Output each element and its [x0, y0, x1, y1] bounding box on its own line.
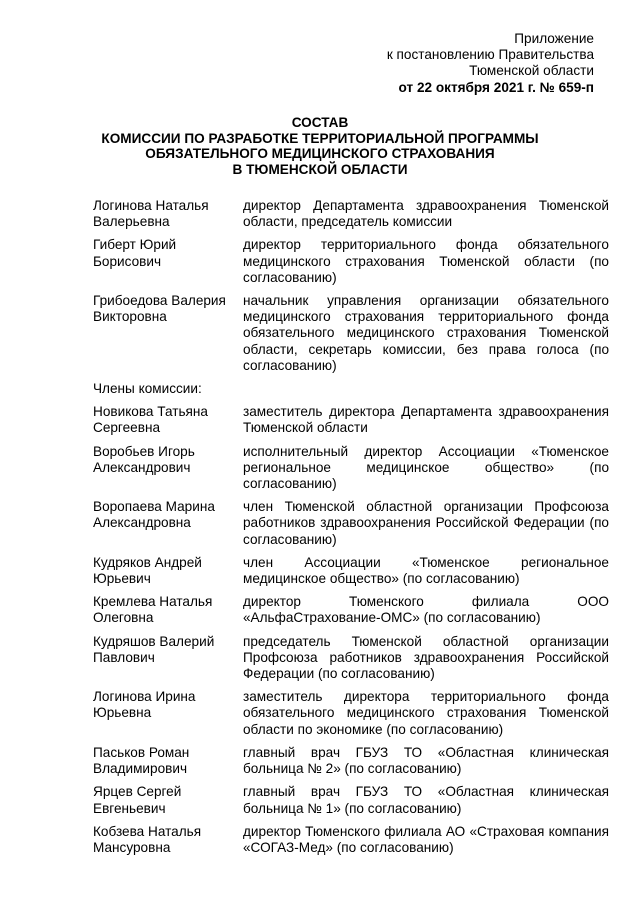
member-surname: Кремлева Наталья — [93, 594, 213, 610]
member-role: член Тюменской областной организации Профсоюза работников здравоохранения Российской Федерации (по согласованию) — [243, 499, 609, 547]
member-surname: Ярцев Сергей — [93, 784, 182, 800]
member-patronymic: Борисович — [93, 253, 162, 269]
member-surname: Новикова Татьяна — [93, 404, 208, 420]
leader-row — [93, 293, 609, 374]
member-role: директор Тюменского филиала ООО «АльфаСтрахование-ОМС» (по согласованию) — [243, 594, 609, 626]
member-row — [93, 634, 609, 683]
members-label: Члены комиссии: — [93, 381, 202, 397]
member-role: член Ассоциации «Тюменское региональное медицинское общество» (по согласованию) — [243, 554, 609, 587]
member-role: директор Тюменского филиала АО «Страховая компания «СОГАЗ-Мед» (по согласованию) — [243, 823, 609, 855]
member-name — [93, 555, 243, 587]
member-patronymic: Александрович — [93, 459, 191, 475]
member-surname: Кудряков Андрей — [93, 554, 202, 570]
member-surname: Воропаева Марина — [93, 499, 215, 515]
member-row — [93, 499, 609, 548]
appendix-reference: к постановлению Правительства — [386, 47, 594, 63]
member-role: начальник управления организации обязательного медицинского страхования территориального фонда обязательного медицинского страхования Тюменской области, секретарь комиссии, без права голоса (по согласованию) — [243, 293, 609, 373]
leader-row — [93, 237, 609, 286]
member-role: заместитель директора Департамента здравоохранения Тюменской области — [243, 404, 609, 436]
member-name — [93, 293, 243, 374]
member-name — [93, 444, 243, 493]
member-surname: Кудряшов Валерий — [93, 633, 215, 649]
member-patronymic: Павлович — [93, 649, 155, 665]
member-row — [93, 594, 609, 626]
member-surname: Паськов Роман — [93, 744, 190, 760]
member-name — [93, 198, 243, 230]
member-row — [93, 824, 609, 856]
member-patronymic: Юрьевна — [93, 705, 152, 721]
member-patronymic: Владимирович — [93, 761, 188, 777]
member-patronymic: Юрьевич — [93, 571, 151, 587]
member-surname: Логинова Ирина — [93, 689, 196, 705]
heading-line-3: ОБЯЗАТЕЛЬНОГО МЕДИЦИНСКОГО СТРАХОВАНИЯ — [145, 146, 495, 162]
member-patronymic: Валерьевна — [93, 214, 170, 230]
member-patronymic: Мансуровна — [93, 839, 171, 855]
member-name — [93, 499, 243, 548]
member-role: председатель Тюменской областной организации Профсоюза работников здравоохранения Российской Федерации (по согласованию) — [243, 633, 609, 682]
member-name — [93, 745, 243, 777]
appendix-title: Приложение — [514, 31, 594, 46]
member-row — [93, 784, 609, 816]
member-row — [93, 555, 609, 587]
member-surname: Гиберт Юрий — [93, 237, 177, 253]
member-name — [93, 404, 243, 436]
member-role: главный врач ГБУЗ ТО «Областная клиническая больница № 2» (по согласованию) — [243, 744, 609, 777]
commission-list — [93, 198, 609, 863]
member-name — [93, 594, 243, 626]
member-patronymic: Евгеньевич — [93, 800, 166, 816]
member-name — [93, 784, 243, 816]
member-patronymic: Олеговна — [93, 610, 154, 626]
member-role: заместитель директора территориального фонда обязательного медицинского страхования Тюменской области по экономике (по согласованию) — [243, 689, 609, 737]
member-patronymic: Викторовна — [93, 309, 167, 325]
member-row — [93, 689, 609, 738]
heading-line-4: В ТЮМЕНСКОЙ ОБЛАСТИ — [232, 161, 408, 177]
member-surname: Кобзева Наталья — [93, 823, 202, 839]
appendix-region: Тюменской области — [469, 63, 594, 79]
member-role: главный врач ГБУЗ ТО «Областная клиническая больница № 1» (по согласованию) — [243, 784, 609, 816]
member-role: директор территориального фонда обязательного медицинского страхования Тюменской области (по согласованию) — [243, 237, 609, 285]
appendix-block — [334, 31, 594, 96]
document-heading — [0, 115, 640, 177]
member-name — [93, 634, 243, 683]
member-row — [93, 404, 609, 436]
heading-line-1: СОСТАВ — [291, 115, 349, 130]
member-patronymic: Александровна — [93, 515, 191, 531]
member-surname: Логинова Наталья — [93, 198, 209, 213]
member-role: директор Департамента здравоохранения Тюменской области, председатель комиссии — [243, 198, 609, 230]
member-name — [93, 824, 243, 856]
member-surname: Грибоедова Валерия — [93, 293, 226, 309]
leader-row — [93, 198, 609, 230]
member-row — [93, 444, 609, 493]
member-patronymic: Сергеевна — [93, 420, 161, 436]
member-role: исполнительный директор Ассоциации «Тюменское региональное медицинское общество» (по согласованию) — [243, 443, 609, 492]
member-surname: Воробьев Игорь — [93, 443, 195, 459]
member-name — [93, 237, 243, 286]
heading-line-2: КОМИССИИ ПО РАЗРАБОТКЕ ТЕРРИТОРИАЛЬНОЙ ПРОГРАММЫ — [101, 130, 539, 146]
appendix-date-number: от 22 октября 2021 г. № 659-п — [398, 79, 594, 95]
member-name — [93, 689, 243, 738]
member-row — [93, 745, 609, 777]
